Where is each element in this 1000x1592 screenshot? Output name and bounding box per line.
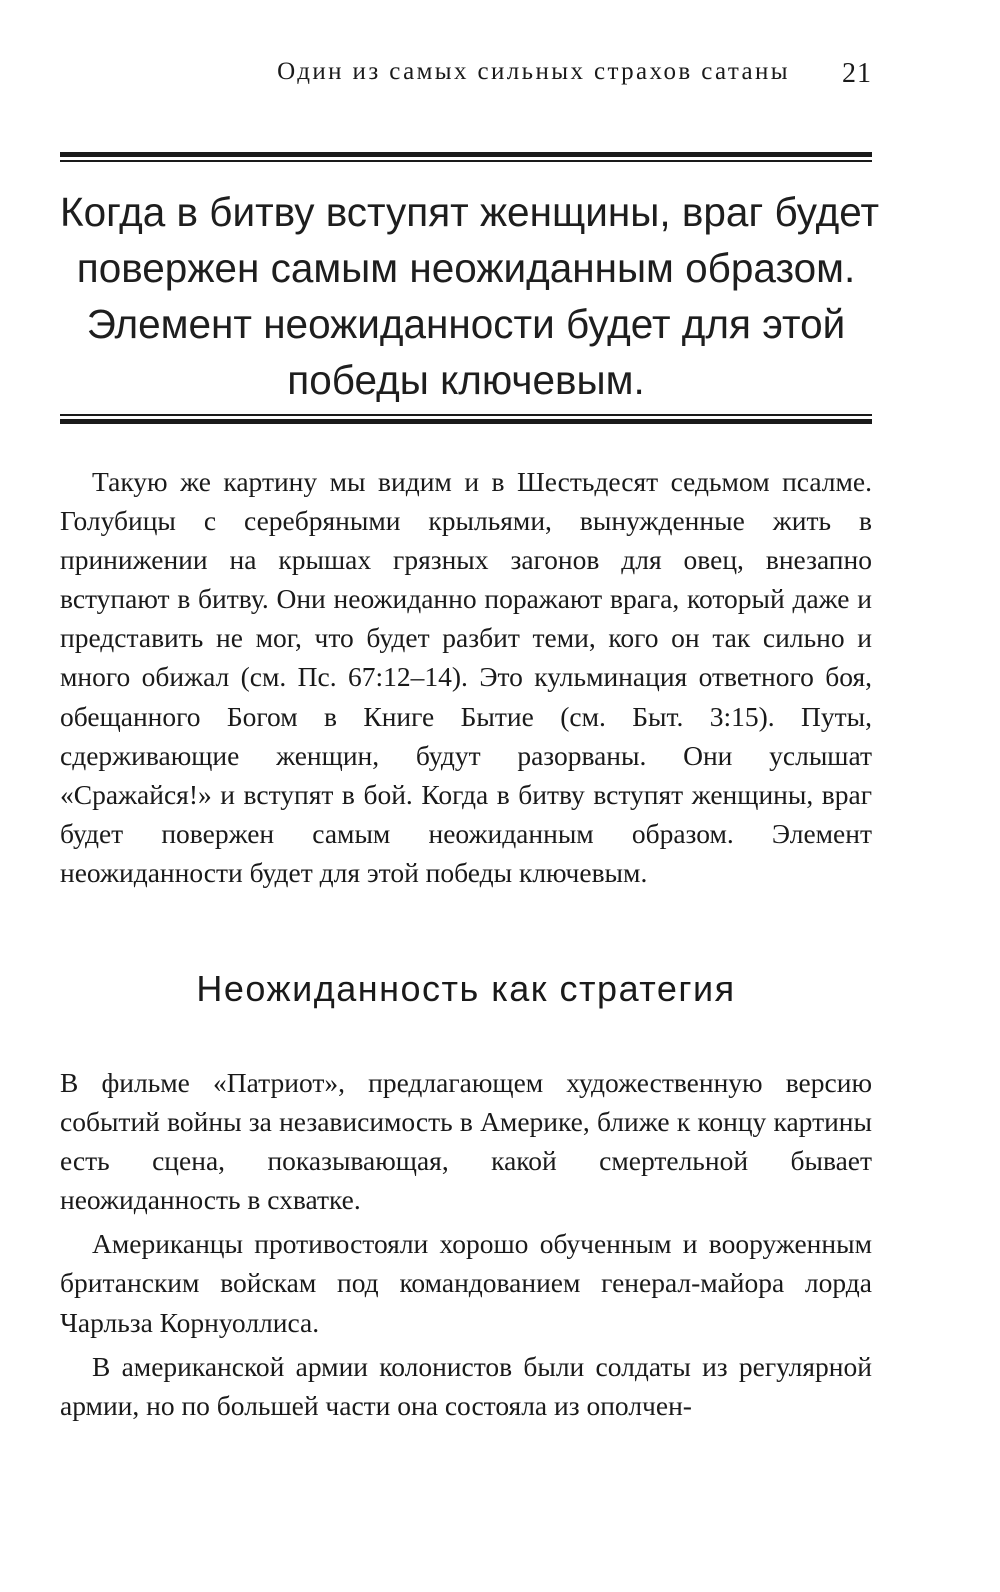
pullquote-line: Когда в битву вступят женщины, враг будет — [60, 189, 880, 235]
section-paragraph: В американской армии колонистов были солдаты из регулярной армии, но по большей части она состояла из ополчен- — [60, 1350, 872, 1421]
pullquote-line: победы ключевым. — [287, 357, 645, 403]
pullquote-bottom-rule — [60, 414, 872, 424]
section-heading: Неожиданность как стратегия — [196, 968, 736, 1009]
rule-thin-line — [60, 160, 872, 162]
section-paragraph: Американцы противостояли хорошо обученным и вооруженным британским войскам под командованием генерал-майора лорда Чарльза Корнуоллиса. — [60, 1228, 872, 1338]
pullquote-top-rule — [60, 152, 872, 162]
pullquote-line: Элемент неожиданности будет для этой — [86, 301, 846, 347]
running-head — [60, 58, 872, 98]
page-number: 21 — [842, 58, 872, 89]
section-paragraph: В фильме «Патриот», предлагающем художественную версию событий войны за независимость в Америке, ближе к концу картины есть сцена, показывающая, какой смертельной бывает неожиданность в схватке. — [60, 1067, 872, 1216]
section-text-block — [60, 1063, 872, 1425]
running-title: Один из самых сильных страхов сатаны — [277, 58, 790, 85]
body-text-block — [60, 462, 872, 892]
rule-thick-line — [60, 152, 872, 157]
rule-thin-line — [60, 414, 872, 416]
rule-thick-line — [60, 419, 872, 424]
pullquote — [60, 184, 880, 408]
body-paragraph: Такую же картину мы видим и в Шестьдесят седьмом псалме. Голубицы с серебряными крыльями, вынужденные жить в принижении на крышах грязных загонов для овец, внезапно вступают в битву. Они неожиданно поражают врага, который даже и представить не мог, что будет разбит теми, кого он так сильно и много обижал (см. Пс. 67:12–14). Это кульминация ответного боя, обещанного Богом в Книге Бытие (см. Быт. 3:15). Путы, сдерживающие женщин, будут разорваны. Они услышат «Сражайся!» и вступят в бой. Когда в битву вступят женщины, враг будет повержен самым неожиданным образом. Элемент неожиданности будет для этой победы ключевым. — [60, 466, 872, 888]
pullquote-line: повержен самым неожиданным образом. — [76, 245, 856, 291]
